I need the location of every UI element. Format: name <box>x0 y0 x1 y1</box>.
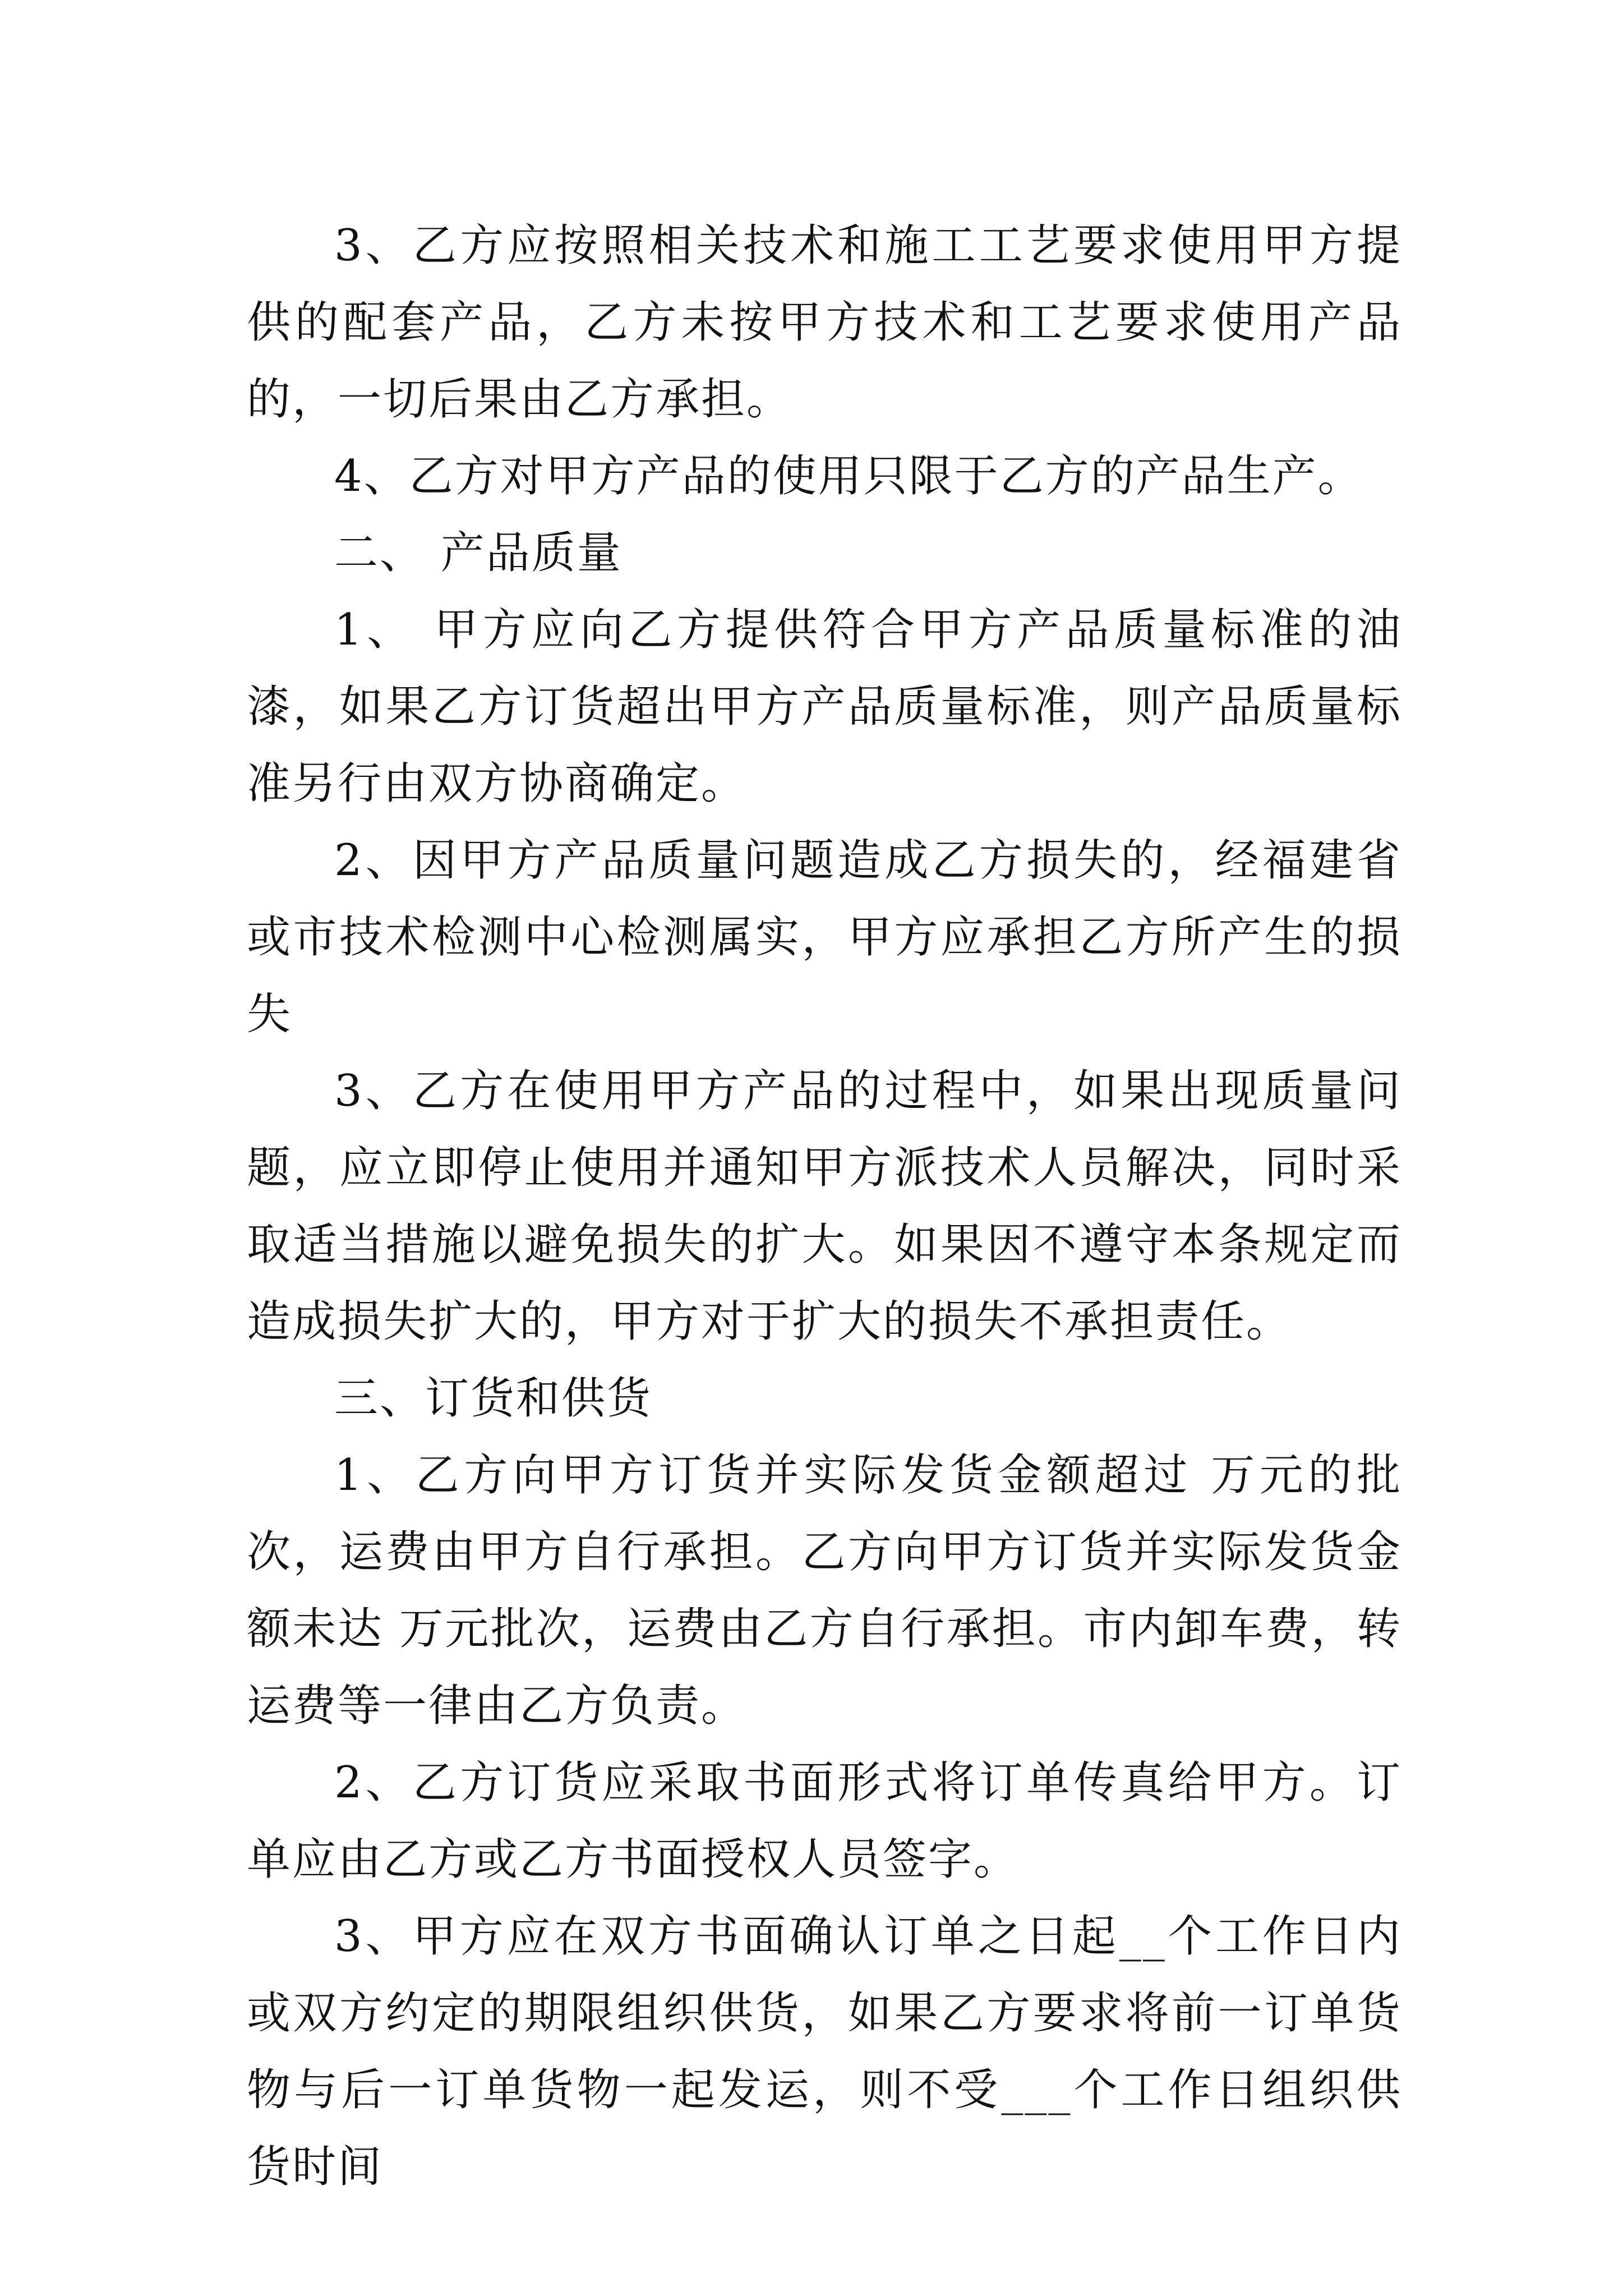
section-heading-ordering-supply: 三、订货和供货 <box>334 1373 653 1424</box>
paragraph-ordering-clause-1: 1、乙方向甲方订货并实际发货金额超过 万元的批次，运费由甲方自行承担。乙方向甲方订货并实际发货金额未达 万元批次，运费由乙方自行承担。市内卸车费，转运费等一律由乙方负责。 <box>247 1450 1402 1731</box>
paragraph-clause-3-usage: 3、乙方应按照相关技术和施工工艺要求使用甲方提供的配套产品，乙方未按甲方技术和工艺要求使用产品的，一切后果由乙方承担。 <box>247 220 1402 425</box>
paragraph-quality-clause-2: 2、因甲方产品质量问题造成乙方损失的，经福建省或市技术检测中心检测属实，甲方应承担乙方所产生的损失 <box>247 835 1402 1039</box>
document-body <box>247 208 1402 2206</box>
paragraph-ordering-clause-3: 3、甲方应在双方书面确认订单之日起__个工作日内或双方约定的期限组织供货，如果乙方要求将前一订单货物与后一订单货物一起发运，则不受___个工作日组织供货时间 <box>247 1911 1402 2192</box>
paragraph-quality-clause-3: 3、乙方在使用甲方产品的过程中，如果出现质量问题，应立即停止使用并通知甲方派技术人员解决，同时采取适当措施以避免损失的扩大。如果因不遵守本条规定而造成损失扩大的，甲方对于扩大的损失不承担责任。 <box>247 1066 1402 1347</box>
paragraph-ordering-clause-2: 2、乙方订货应采取书面形式将订单传真给甲方。订单应由乙方或乙方书面授权人员签字。 <box>247 1757 1402 1885</box>
paragraph-quality-clause-1: 1、 甲方应向乙方提供符合甲方产品质量标准的油漆，如果乙方订货超出甲方产品质量标准，则产品质量标准另行由双方协商确定。 <box>247 605 1402 809</box>
paragraph-clause-4-usage-limit: 4、乙方对甲方产品的使用只限于乙方的产品生产。 <box>334 451 1363 501</box>
section-heading-product-quality: 二、 产品质量 <box>334 528 623 578</box>
